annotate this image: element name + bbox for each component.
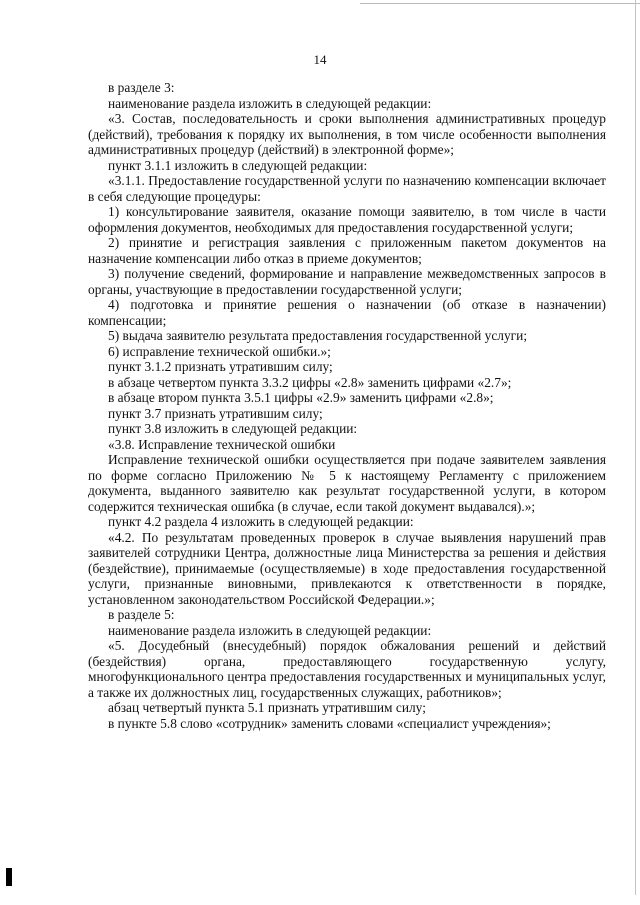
scan-right-edge [635,0,636,895]
paragraph: «5. Досудебный (внесудебный) порядок обжалования решений и действий (бездействия) органа, предоставляющего государственную услугу, многофункционального центра предоставления государственных и муниципальных услуг, а также их должностных лиц, государственных служащих, работников»; [88,638,606,700]
paragraph: 4) подготовка и принятие решения о назначении (об отказе в назначении) компенсации; [88,297,606,328]
paragraph: Исправление технической ошибки осуществляется при подаче заявителем заявления по форме согласно Приложению № 5 к настоящему Регламенту с приложением документа, выданного заявителю как результат государственной услуги, в котором содержится техническая ошибка (в случае, если такой документ выдавался).»; [88,452,606,514]
paragraph: 6) исправление технической ошибки.»; [108,343,331,359]
paragraph: «3.1.1. Предоставление государственной услуги по назначению компенсации включает в себя следующие процедуры: [88,173,606,204]
paragraph: в пункте 5.8 слово «сотрудник» заменить словами «специалист учреждения»; [108,715,551,731]
paragraph: 2) принятие и регистрация заявления с приложенным пакетом документов на назначение компенсации либо отказ в приеме документов; [88,235,606,266]
paragraph: в абзаце втором пункта 3.5.1 цифры «2.9» заменить цифрами «2.8»; [108,390,494,405]
paragraph: 5) выдача заявителю результата предоставления государственной услуги; [108,328,528,343]
document-body [88,80,606,731]
paragraph: 3) получение сведений, формирование и направление межведомственных запросов в органы, участвующие в предоставлении государственной услуги; [88,266,606,297]
paragraph: пункт 3.1.1 изложить в следующей редакции: [108,157,368,173]
page-number: 14 [313,52,327,67]
paragraph: пункт 3.7 признать утратившим силу; [108,405,323,421]
paragraph: пункт 4.2 раздела 4 изложить в следующей редакции: [108,514,414,529]
paragraph: в разделе 3: [108,80,175,95]
paragraph: абзац четвертый пункта 5.1 признать утратившим силу; [108,700,426,715]
paragraph: «3.8. Исправление технической ошибки [108,436,336,452]
paragraph: в абзаце четвертом пункта 3.3.2 цифры «2.8» заменить цифрами «2.7»; [108,374,512,390]
paragraph: 1) консультирование заявителя, оказание помощи заявителю, в том числе в части оформления документов, необходимых для предоставления государственной услуги; [88,204,606,235]
paragraph: «4.2. По результатам проведенных проверок в случае выявления нарушений прав заявителей сотрудники Центра, должностные лица Министерства за решения и действия (бездействие), принимаемые (осуществляемые) в ходе предоставления государственной услуги, признанные виновными, привлекаются к ответственности в порядке, установленном законодательством Российской Федерации.»; [88,529,606,607]
paragraph: «3. Состав, последовательность и сроки выполнения административных процедур (действий), требования к порядку их выполнения, в том числе особенности выполнения административных процедур (действий) в электронной форме»; [88,111,606,157]
scan-margin-mark [6,868,12,886]
paragraph: в разделе 5: [108,607,175,622]
paragraph: пункт 3.8 изложить в следующей редакции: [108,421,358,436]
paragraph: наименование раздела изложить в следующей редакции: [108,622,432,638]
paragraph: наименование раздела изложить в следующей редакции: [108,95,432,111]
scan-top-edge [360,3,640,4]
paragraph: пункт 3.1.2 признать утратившим силу; [108,359,333,374]
